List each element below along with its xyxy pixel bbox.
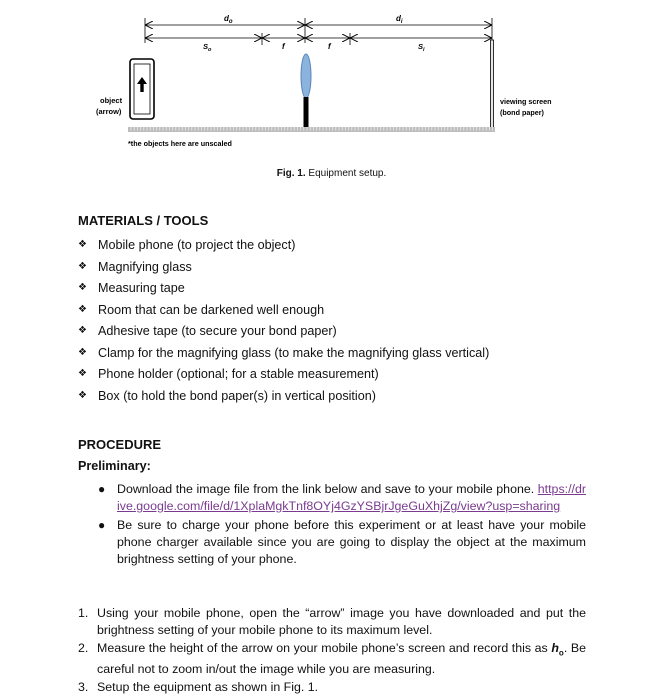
bullet-icon: ● [98, 518, 106, 532]
diamond-bullet-icon: ❖ [78, 303, 87, 315]
materials-list [78, 237, 489, 409]
step-text: Setup the equipment as shown in Fig. 1. [97, 680, 319, 695]
list-item [96, 481, 586, 515]
bullet-icon: ● [98, 482, 106, 496]
material-item [78, 345, 489, 367]
figure-caption-text: Equipment setup. [308, 168, 387, 179]
material-text: Room that can be darkened well enough [98, 302, 325, 317]
prelim-text-2: Be sure to charge your phone before this experiment or at least have your mobile phone charger available since you are going to display the object at the maximum brightness setting of your phone. [117, 518, 586, 566]
object-label: object [100, 96, 123, 105]
material-text: Box (to hold the bond paper(s) in vertical position) [98, 388, 376, 403]
material-item [78, 280, 489, 302]
object-sublabel: (arrow) [96, 107, 122, 116]
step-item [78, 679, 586, 696]
step-text: Using your mobile phone, open the “arrow” image you have downloaded and put the brightness setting of your mobile phone to its maximum level. [97, 606, 586, 637]
screen-label: viewing screen [500, 97, 552, 106]
step-item [78, 605, 586, 639]
equipment-setup-diagram [0, 0, 663, 165]
materials-heading: MATERIALS / TOOLS [78, 213, 209, 228]
procedure-steps [78, 605, 586, 697]
download-link[interactable]: https://drive.google.com/file/d/1XplaMgkTnf8OYj4GzYSBjrJgeGuXhjZg/view?usp=sharing [117, 482, 586, 513]
measuring-tape [128, 127, 495, 132]
material-item [78, 388, 489, 410]
diamond-bullet-icon: ❖ [78, 239, 87, 250]
label-si: $S_i$ [418, 42, 425, 53]
figure-caption [0, 168, 663, 179]
magnifying-glass-icon [301, 54, 311, 128]
material-text: Magnifying glass [98, 259, 192, 274]
diamond-bullet-icon: ❖ [78, 325, 87, 336]
phone-object-icon [130, 59, 154, 119]
screen-sublabel: (bond paper) [500, 108, 544, 117]
unscaled-note: *the objects here are unscaled [128, 139, 232, 148]
preliminary-heading: Preliminary: [78, 459, 151, 473]
material-text: Adhesive tape (to secure your bond paper) [98, 324, 337, 338]
step-text: Measure the height of the arrow on your mobile phone’s screen and record this as [97, 641, 548, 655]
material-item [78, 302, 489, 324]
symbol-h: h [551, 641, 559, 655]
diamond-bullet-icon: ❖ [78, 260, 87, 272]
diamond-bullet-icon: ❖ [78, 368, 87, 379]
extension-lines [145, 18, 492, 45]
diamond-bullet-icon: ❖ [78, 389, 87, 401]
material-text: Mobile phone (to project the object) [98, 238, 296, 252]
material-text: Phone holder (optional; for a stable measurement) [98, 367, 379, 381]
label-so: $S_o$ [203, 42, 212, 53]
diamond-bullet-icon: ❖ [78, 282, 87, 293]
list-item [96, 517, 586, 568]
procedure-heading: PROCEDURE [78, 437, 162, 452]
step-number: 3. [78, 680, 89, 695]
material-item [78, 259, 489, 281]
viewing-screen [491, 40, 494, 128]
material-text: Measuring tape [98, 281, 185, 295]
material-item [78, 323, 489, 345]
step-item [78, 640, 586, 678]
prelim-text-1: Download the image file from the link below and save to your mobile phone. [117, 482, 535, 496]
label-do: $d_o$ [224, 14, 233, 25]
figure-number: Fig. 1. [276, 168, 306, 179]
step-number: 2. [78, 641, 89, 655]
diamond-bullet-icon: ❖ [78, 346, 87, 358]
label-f-left: f [282, 42, 285, 51]
label-f-right: f [328, 42, 331, 51]
material-item [78, 237, 489, 259]
material-item [78, 366, 489, 388]
symbol-h-sub: o [558, 648, 564, 658]
preliminary-list [96, 481, 586, 570]
material-text: Clamp for the magnifying glass (to make the magnifying glass vertical) [98, 345, 490, 360]
label-di: $d_i$ [396, 14, 403, 25]
step-number: 1. [78, 606, 89, 620]
step-text-after: . Be careful not to zoom in/out the image while you are measuring. [97, 641, 586, 677]
